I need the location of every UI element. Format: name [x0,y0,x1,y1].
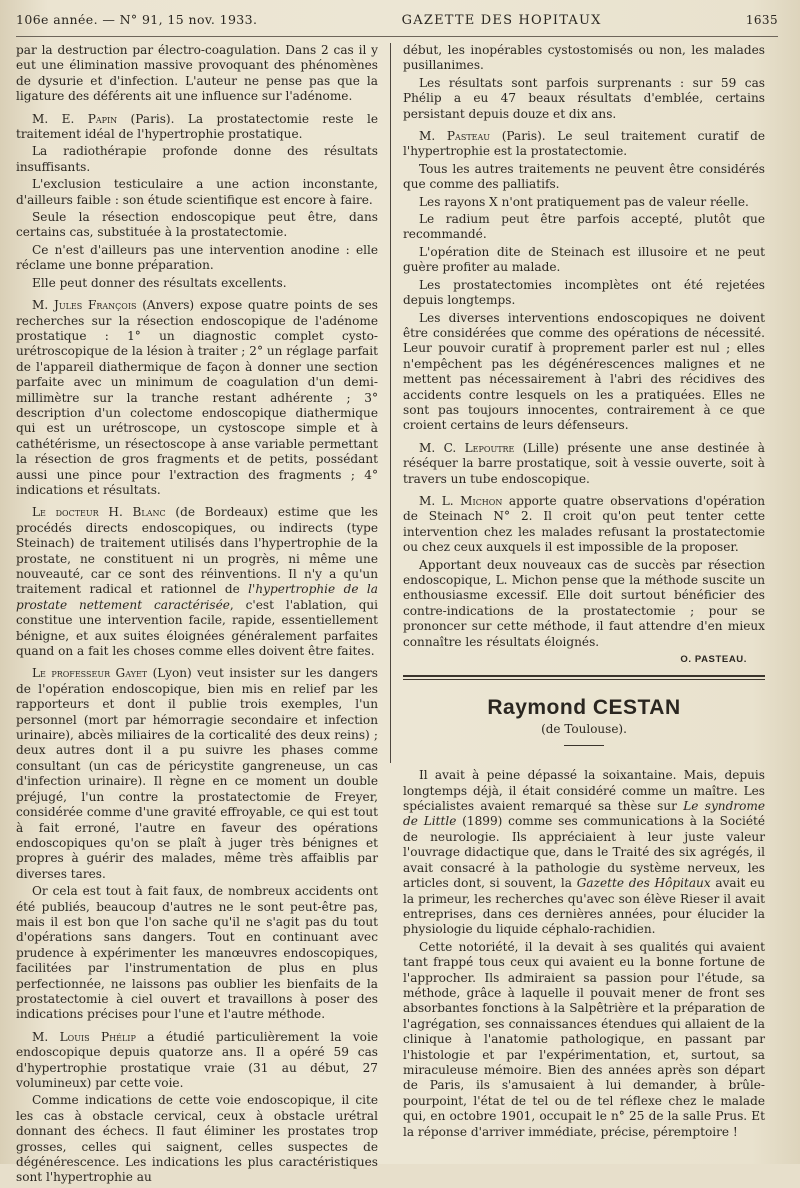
paragraph [16,177,378,208]
paragraph [403,162,765,193]
paragraph-text: (de Bordeaux) estime que les procédés directs endoscopiques, ou indirects (type Steinach) de traitement utilisés dans l'hypertrophie de la prostate, ne constituent ni un progrès, ni même une nouveauté, car ce sont des réinventions. Il n'y a qu'un traitement radical et rationnel de l'hypertrophie de la prostate nettement caractérisée, c'est l'ablation, qui constitue une intervention facile, rapide, essentiellement bénigne, et aux suites éloignées généralement parfaites quand on a fait les choses comme elles doivent être faites. [16,505,379,659]
paragraph [16,43,378,105]
paragraph [16,1093,378,1185]
column-rule [390,43,391,763]
paragraph [16,276,378,291]
paragraph-text: début, les inopérables cystostomisés ou non, les malades pusillanimes. [403,43,765,73]
speaker-name: M. C. Lepoutre [419,440,515,455]
paragraph-text: L'opération dite de Steinach est illusoire et ne peut guère profiter au malade. [403,244,765,275]
right-column [403,43,765,1188]
paragraph-text: Seule la résection endoscopique peut être, dans certains cas, substituée à la prostatectomie. [16,210,378,240]
author-signature: O. PASTEAU. [680,654,747,666]
thick-divider [403,675,765,677]
paragraph-text: L'exclusion testiculaire a une action inconstante, d'ailleurs faible : son étude scientifique est encore à faire. [16,177,378,207]
congress-discussion [403,43,765,650]
speaker-name: Le professeur Gayet [32,666,148,681]
speaker-name: M. Louis Phélip [32,1029,136,1044]
paragraph-text: Apportant deux nouveaux cas de succès par résection endoscopique, L. Michon pense que la méthode suscite un enthousiasme excessif. Elle doit surtout bénéficier des contre-indications de la prostatectomie ; pour se prononcer sur cette méthode, il faut attendre d'en mieux connaître les résultats éloignés. [403,557,765,649]
issue-info: 106e année. — N° 91, 15 nov. 1933. [16,12,258,27]
paragraph-text: Elle peut donner des résultats excellents. [32,275,287,290]
paragraph [16,666,378,882]
speaker-name: M. Pasteau [419,129,491,144]
paragraph-text: Or cela est tout à fait faux, de nombreux accidents ont été publiés, beaucoup d'autres ne le sont peut-être pas, mais il est bon que l'on sache qu'il ne s'agit pas du tout d'opérations sans dangers. Tout en continuant avec prudence à expérimenter les manœuvres endoscopiques, facilitées par l'instrumentation de plus en plus perfectionnée, ne laissons pas oublier les bienfaits de la prostatectomie à ciel ouvert et travaillons à poser des indications précises pour l'une et l'autre méthode. [16,884,378,1022]
paragraph [16,505,378,659]
paragraph-text: Les diverses interventions endoscopiques ne doivent être considérées que comme des opérations de nécessité. Leur pouvoir curatif à proprement parler est nul ; elles n'empêchent pas les dégénérescences malignes et ne mettent pas nécessairement à l'abri des récidives des accidents contre lesquels on les a pratiquées. Elles ne sont pas toujours innocentes, contrairement à ce que croient certains de leurs défenseurs. [403,310,765,433]
paragraph [16,1030,378,1092]
paragraph [403,940,765,1140]
paragraph-text: a étudié particulièrement la voie endoscopique depuis quatorze ans. Il a opéré 59 cas d'hypertrophie prostatique vraie (31 au début, 27 volumineux) par cette voie. [16,1029,378,1090]
speaker-name: M. L. Michon [419,493,503,508]
paragraph [16,144,378,175]
paragraph-text: Comme indications de cette voie endoscopique, il cite les cas à obstacle cervical, ceux à obstacle urétral donnant des échecs. Il faut éliminer les prostates trop grosses, celles qui saignent, celles suspectes de dégénérescence. Les indications les plus caractéristiques sont l'hypertrophie au [16,1093,378,1185]
paragraph-text: (Paris). Le seul traitement curatif de l'hypertrophie est la prostatectomie. [403,129,765,159]
paragraph-text: Le radium peut être parfois accepté, plutôt que recommandé. [403,212,765,242]
paragraph-text: (Lille) présente une anse destinée à réséquer la barre prostatique, soit à vessie ouverte, soit à travers un tube endoscopique. [403,440,765,486]
paragraph-text: Les rayons X n'ont pratiquement pas de valeur réelle. [419,194,749,209]
speaker-name: Le docteur H. Blanc [32,505,166,520]
article-columns [16,43,778,1185]
paragraph-text: (Lyon) veut insister sur les dangers de l'opération endoscopique, bien mis en relief par les rapporteurs et dont il publie trois exemples, l'un personnel (mort par hémorragie secondaire et infection urinaire), abcès miliaires de la corticalité des deux reins) ; deux autres dont il a pu suivre les phases comme consultant (un cas de péricystite gangreneuse, un cas d'infection urinaire). Il règne en ce moment un double préjugé, l'un contre la prostatectomie de Freyer, considérée comme d'une gravité effroyable, ce qui est tout à fait erroné, l'autre en faveur des opérations endoscopiques qu'on se plaît à juger très bénignes et propres à guérir des malades, même très affaiblis par diverses tares. [16,666,378,881]
paragraph [403,558,765,650]
paragraph [16,243,378,274]
page-number: 1635 [745,13,778,27]
paragraph [403,278,765,309]
speaker-name: M. Jules François [32,298,137,313]
paragraph-text: Les prostatectomies incomplètes ont été rejetées depuis longtemps. [403,277,765,308]
paragraph [403,212,765,243]
short-divider [564,745,604,746]
obituary-title: Raymond CESTAN [487,696,681,720]
paragraph [403,494,765,556]
paragraph [403,195,765,210]
page-header [16,12,778,37]
journal-title: GAZETTE DES HOPITAUX [401,13,602,28]
paragraph [403,43,765,74]
paragraph [403,311,765,434]
paragraph [403,76,765,122]
obituary-subtitle: (de Toulouse). [541,721,627,736]
paragraph [403,245,765,276]
paragraph [16,298,378,498]
paragraph [403,441,765,487]
paragraph-text: (Anvers) expose quatre points de ses recherches sur la résection endoscopique de l'adénome prostatique : 1° un diagnostic complet cysto-urétroscopique de la lésion à traiter ; 2° un réglage parfait de l'appareil diathermique de façon à donner une section parfaite avec un minimum de coagulation d'un demi-millimètre sur la tranche restant adhérente ; 3° description d'un colectome endoscopique diathermique qui est un urétroscope, un cystoscope simple et à cathétérisme, un résectoscope à anse variable permettant la résection de gros fragments et de petits, possédant aussi une pince pour l'extraction des fragments ; 4° indications et résultats. [16,298,379,497]
paragraph [16,884,378,1023]
paragraph [403,768,765,937]
thin-divider [403,679,765,680]
paragraph [403,129,765,160]
paragraph-text: par la destruction par électro-coagulation. Dans 2 cas il y eut une élimination massive provoquant des phénomènes de dysurie et d'infection. L'auteur ne pense pas que la ligature des déférents ait une influence sur l'adénome. [16,43,378,104]
obituary-body [403,768,765,1140]
paragraph-text: (Paris). La prostatectomie reste le traitement idéal de l'hypertrophie prostatique. [16,111,379,142]
paragraph-text: apporte quatre observations d'opération de Steinach N° 2. Il croit qu'on peut tenter cette intervention chez les malades refusant la prostatectomie ou chez ceux auxquels il est impossible de la proposer. [403,493,766,555]
speaker-name: M. E. Papin [32,111,118,126]
paragraph [16,210,378,241]
paragraph-text: Les résultats sont parfois surprenants : sur 59 cas Phélip a eu 47 beaux résultats d'emblée, certains persistant depuis douze et dix ans. [403,75,765,121]
paragraph-text: Tous les autres traitements ne peuvent être considérés que comme des palliatifs. [403,161,765,192]
paragraph-text: Il avait à peine dépassé la soixantaine. Mais, depuis longtemps déjà, il était considéré comme un maître. Les spécialistes avaient remarqué sa thèse sur Le syndrome de Little (1899) comme ses communications à la Société de neurologie. Ils appréciaient à leur juste valeur l'ouvrage didactique que, dans le Traité des six agrégés, il avait consacré à la pathologie du système nerveux, les articles dont, si souvent, la Gazette des Hôpitaux avait eu la primeur, les recherches qu'avec son élève Rieser il avait entreprises, dans ces dernières années, pour élucider la physiologie du liquide céphalo-rachidien. [403,768,766,937]
paragraph [16,112,378,143]
paragraph-text: Cette notoriété, il la devait à ses qualités qui avaient tant frappé tous ceux qui avaient eu la bonne fortune de l'approcher. Ils admiraient sa passion pour l'étude, sa méthode, grâce à laquelle il pouvait mener de front ses absorbantes fonctions à la Salpêtrière et la préparation de l'agrégation, ses connaissances étendues qui allaient de la clinique à l'anatomie pathologique, en passant par l'histologie et par l'expérimentation, et, surtout, sa miraculeuse mémoire. Bien des années après son départ de Paris, ils s'amusaient à lui demander, à brûle-pourpoint, l'état de tel ou de tel réflexe chez le malade qui, en octobre 1901, occupait le n° 25 de la salle Prus. Et la réponse d'arriver immédiate, précise, péremptoire ! [403,939,765,1139]
left-column [16,43,378,1188]
paragraph-text: Ce n'est d'ailleurs pas une intervention anodine : elle réclame une bonne préparation. [16,242,378,273]
paragraph-text: La radiothérapie profonde donne des résultats insuffisants. [16,144,378,174]
